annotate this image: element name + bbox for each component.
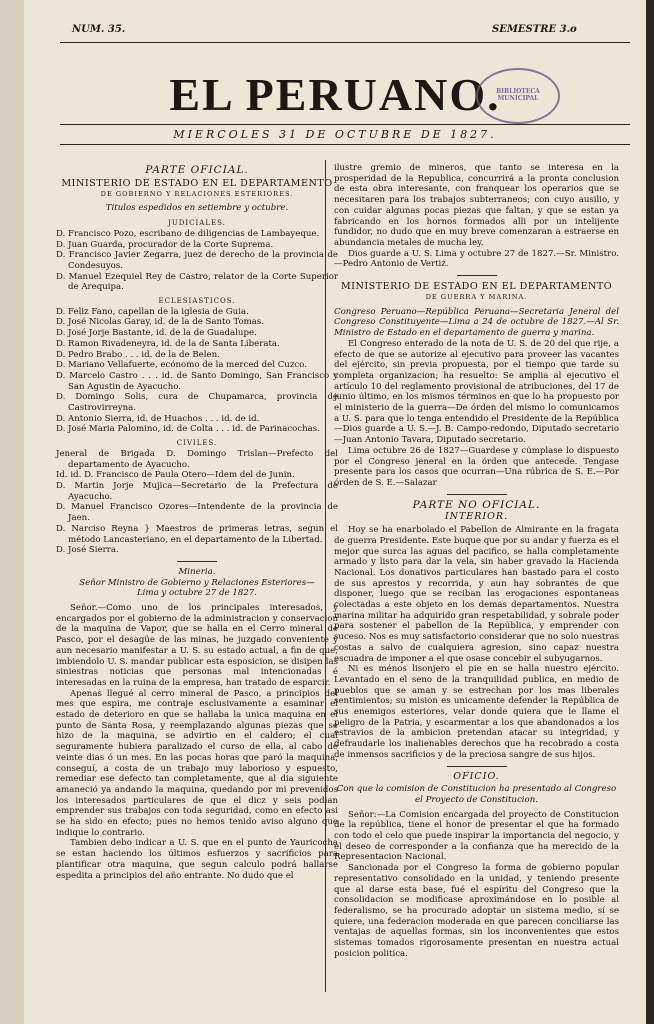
section-rule xyxy=(457,275,497,276)
header-rule-bottom xyxy=(60,144,630,145)
civiles-heading: CIVILES. xyxy=(176,439,218,448)
section-parte-no-oficial: PARTE NO OFICIAL. xyxy=(412,498,541,511)
list-item: D. Narciso Reyna } Maestros de primeras letras, segun el método Lancasteriano, en el departamento de la Libertad. xyxy=(56,523,338,545)
paragraph: Apenas llegué al cerro mineral de Pasco, a principios del mes que espira, me contraje esclusivamente a esaminar el estado de deterioro en que se hallaba la unica maquina en el punto de Santa Rosa, y reemplazando algunas piezas que se hizo de la maquina, se advirtio en el caldero; el cual seguramente hubiera paralizado el curso de ella, al cabo de veinte dias ó un mes. En las pocas horas que paró la maquina, conseguí, a costa de un trabajo muy laborioso y espuesto, remediar ese defecto tan completamente, que al dia siguiente amaneció ya andando la maquina, quedando por mi prevenidos los interesados particulares de que el dicz y seis podian emprender sus trabajos con toda seguridad, como en efecto asi se ha sido en efecto; pues no hemos tenido aviso alguno que indique lo contrario. xyxy=(56,688,338,838)
titles-heading: Titulos espedidos en setiembre y octubre. xyxy=(105,203,289,214)
section-parte-oficial: PARTE OFICIAL. xyxy=(145,164,249,176)
paragraph: Hoy se ha enarbolado el Pabellon de Almirante en la fragata de guerra Presidente. Este buque que por su andar y fuerza es el mejor que surca las aguas del pacifico, se halla completamente armado y listo para dar la vela, sin haber gravado la Hacienda Nacional. Los donativos particulares han bastado para el costo de sus aprestos y recorrida, y aun hay sobrantes de que disponer, luego que se reciban las erogaciones espontaneas colectadas a este objeto en los demas departamentos. Nuestra marina militar ha adquirido gran respetabilidad, y sobrale poder para sostener el pabellon de la República, y emprender con suceso. Nos es muy satisfactorio considerar que no solo nuestras costas a salvo de cualquiera agresion, sino capaz nuestra escuadra de imponer a el que osase concebir el subyugarnos. xyxy=(334,525,619,664)
library-stamp xyxy=(476,68,560,124)
header-rule-mid xyxy=(60,124,630,125)
signature: Dios guarde a U. S. Lima y octubre 27 de 1827.—Sr. Ministro.—Pedro Antonio de Vertiz. xyxy=(334,248,619,270)
ministry-subheading: DE GOBIERNO Y RELACIONES ESTERIORES. xyxy=(100,189,294,198)
ministry-heading: MINISTERIO DE ESTADO EN EL DEPARTAMENTO xyxy=(61,177,333,189)
list-item: D. Antonio Sierra, id. de Huachos . . . id. de id. xyxy=(56,413,260,424)
semester-label: SEMESTRE 3.o xyxy=(492,24,577,35)
list-item: D. Domingo Solis, cura de Chupamarca, provincia de Castrovirreyna. xyxy=(56,392,338,414)
list-item: Id. id. D. Francisco de Paula Otero—Idem del de Junin. xyxy=(56,470,295,481)
section-oficio: OFICIO. xyxy=(453,770,500,782)
paragraph: ilustre gremio de mineros, que tanto se interesa en la prosperidad de la Republica, concurrirá a la pronta conclusion de esta obra interesante, con franquear los operarios que se necesitaren para los trabajos subterraneos; con cuyo ausilio, y con cuidar algunas pocas piezas que faltan, y que se estan ya fabricando en los hornos formados alli por un intelijente fundidor, no dudo que en muy breve comenzaran a estraerse en abundancia metales de mucha ley. xyxy=(334,163,619,248)
oficio-subheading: Con que la comision de Constitucion ha presentado al Congreso el Proyecto de Constitucion. xyxy=(336,784,617,805)
judiciales-heading: JUDICIALES. xyxy=(168,219,226,228)
left-column xyxy=(56,163,338,881)
list-item: D. Martin Jorje Mujica—Secretario de la Prefectura de Ayacucho. xyxy=(56,480,338,502)
list-item: D. Feliz Fano, capellan de la iglesia de Guia. xyxy=(56,306,249,317)
list-item: Jeneral de Brigada D. Domingo Trislan—Prefecto del departamento de Ayacucho. xyxy=(56,448,338,470)
list-item: D. José Sierra. xyxy=(56,545,119,556)
mineria-address: Señor Ministro de Gobierno y Relaciones Esteriores—Lima y octubre 27 de 1827. xyxy=(79,577,315,599)
stamp-text: BIBLIOTECA MUNICIPAL xyxy=(496,88,540,102)
list-item: D. Juan Guarda, procurador de la Corte Suprema. xyxy=(56,239,274,250)
section-rule xyxy=(447,766,507,767)
judiciales-list xyxy=(56,229,338,293)
list-item: D. Manuel Francisco Ozores—Intendente de la provincia de Jaen. xyxy=(56,502,338,524)
list-item: D. Francisco Pozo, escribano de diligencias de Lambayeque. xyxy=(56,228,320,239)
previous-page-edge xyxy=(0,0,25,1024)
header-rule-top xyxy=(60,42,630,43)
list-item: D. Mariano Vellafuerte, ecónomo de la merced del Cuzco. xyxy=(56,360,307,371)
paragraph: Ni es ménos lisonjero el pie en se halla nuestro ejército. Levantado en el seno de la tranquilidad publica, en medio de pueblos que se aman y se estrechan por los mas liberales sentimientos; su mision es unicamente defender la República de sus enemigos esteriores, velar donde quiera que le llame el peligro de la Patria, y escarmentar a los que abandonados a los estravios de la ambicion pretendan atacar su integridad, y defraudarle los inalienables derechos que ha recobrado a costa de inmensos sacrificios y de la preciosa sangre de sus hijos. xyxy=(334,664,619,760)
paragraph: El Congreso enterado de la nota de U. S. de 20 del que rije, a efecto de que se autorize al ejecutivo para proveer las vacantes del ejército, sin previa propuesta, por el tiempo que tarde su completa organizacion; ha resuelto: Se amplia al ejecutivo el artículo 10 del reglamento provisional de atribuciones, del 17 de junio último, en los mismos términos en que lo ha propuesto por el ministerio de la guerra—De órden del mismo lo comunicamos a U. S. para que lo tenga entendido el Presidente de la República—Dios guarde a U. S.—J. B. Campo-redondo, Diputado secretario—Juan Antonio Tavara, Diputado secretario. xyxy=(334,338,619,446)
eclesiasticos-heading: ECLESIASTICOS. xyxy=(158,297,236,306)
list-item: D. Manuel Ezequiel Rey de Castro, relator de la Corte Superior de Arequipa. xyxy=(56,271,338,293)
paragraph: Lima octubre 26 de 1827—Guardese y cúmplase lo dispuesto por el Congreso jeneral en la órden que antecede. Tengase presente para los casos que ocurran—Una rúbrica de S. E.—Por órden de S. E.—Salazar xyxy=(334,445,619,488)
paragraph: Tambien debo indicar a U. S. que en el punto de Yauricocha se estan haciendo los últimos esfuerzos y sacrificios para plantificar otra maquina, que segun calculo podrá hallarse espedita a principios del año entrante. No dudo que el xyxy=(56,838,338,881)
paragraph: Señor:—La Comision encargada del proyecto de Constitucion de la república, tiene el honor de presentar el que ha formado con todo el celo que puede inspirar la importancia del negocio, y el deseo de corresponder a la confianza que ha merecido de la Representacion Nacional. xyxy=(334,809,619,863)
eclesiasticos-list xyxy=(56,307,338,435)
list-item: D. José Jorje Bastante, id. de la de Guadalupe. xyxy=(56,328,257,339)
section-rule xyxy=(177,561,217,562)
list-item: D. Marcelo Castro . . . id. de Santo Domingo, San Francisco y San Agustin de Ayacucho. xyxy=(56,370,338,392)
newspaper-page xyxy=(24,0,646,1024)
list-item: D. Pedro Brabo . . . id. de la de Belen. xyxy=(56,349,220,360)
paragraph: Señor.—Como uno de los principales interesados, y encargados por el gobierno de la administracion y conservacion de la maquina de Vapor, que se halla en el Cerro mineral de Pasco, por el desagüe de las minas, he juzgado conveniente y aun necesario manifestar a U. S. su estado actual, a fin de que, imbiendolo U. S. mandar publicar esta esposicion, se disipen las siniestras noticias que personas mal intencionadas é interesadas en la ruina de la empresa, han tratado de esparcir. xyxy=(56,603,338,688)
section-rule xyxy=(447,494,507,495)
list-item: D. José Nicolas Garay, id. de la de Santo Tomas. xyxy=(56,317,265,328)
mineria-heading: Mineria. xyxy=(178,566,216,577)
list-item: D. Ramon Rivadeneyra, id. de la de Santa Liberata. xyxy=(56,338,280,349)
right-column xyxy=(334,163,619,960)
issue-date: MIERCOLES 31 DE OCTUBRE DE 1827. xyxy=(173,128,497,141)
list-item: D. José Maria Palomino, id. de Colta . . . id. de Parinacochas. xyxy=(56,424,320,435)
section-interior: INTERIOR. xyxy=(444,511,509,523)
list-item: D. Francisco Javier Zegarra, juez de derecho de la provincia de Condesuyos. xyxy=(56,250,338,271)
congreso-heading: Congreso Peruano—República Peruana—Secretaria Jeneral del Congreso Constituyente—Lima a 24 de octubre de 1827.—Al Sr. Ministro de Estado en el departamento de guerra y marina. xyxy=(334,306,619,339)
issue-number: NUM. 35. xyxy=(72,24,126,35)
civiles-list xyxy=(56,449,338,556)
paragraph: Sancionada por el Congreso la forma de gobierno popular representativo consolidado en la unidad, y teniendo presente que al darse esta base, fué el espíritu del Congreso que la consolidacion se modificase aproximándose en lo posible al federalismo, se ha procurado adoptar un sistema medio, sí se quiere, una federacion moderada en que parecen conciliarse las ventajas de aquellas formas, sin los inconvenientes que estos sistemas tomados rigorosamente presentan en nuestra actual posicion politica. xyxy=(334,863,619,959)
ministry-heading-2: MINISTERIO DE ESTADO EN EL DEPARTAMENTO xyxy=(340,281,613,293)
ministry-subheading-2: DE GUERRA Y MARINA. xyxy=(425,293,528,302)
newspaper-title: EL PERUANO. xyxy=(169,69,501,120)
